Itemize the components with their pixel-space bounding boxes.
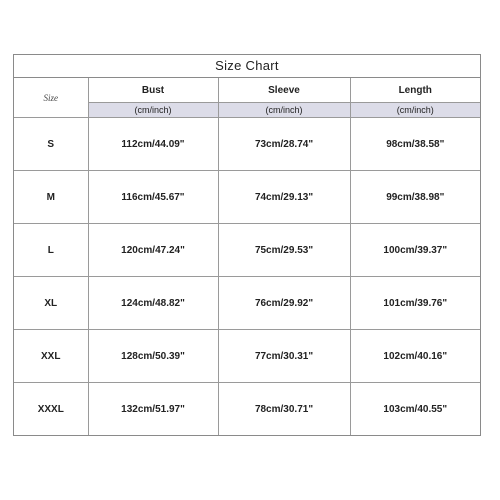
- length-cell: 99cm/38.98": [350, 171, 480, 224]
- size-table: [14, 78, 480, 435]
- bust-cell: 124cm/48.82": [88, 277, 218, 330]
- table-row: [14, 171, 480, 224]
- length-cell: 102cm/40.16": [350, 330, 480, 383]
- bust-cell: 120cm/47.24": [88, 224, 218, 277]
- table-row: [14, 118, 480, 171]
- sleeve-cell: 77cm/30.31": [218, 330, 350, 383]
- size-cell: S: [14, 118, 88, 171]
- sleeve-cell: 75cm/29.53": [218, 224, 350, 277]
- size-cell: XL: [14, 277, 88, 330]
- sleeve-cell: 78cm/30.71": [218, 383, 350, 436]
- bust-cell: 116cm/45.67": [88, 171, 218, 224]
- length-cell: 98cm/38.58": [350, 118, 480, 171]
- size-cell: XXL: [14, 330, 88, 383]
- size-cell: XXXL: [14, 383, 88, 436]
- column-header-bust: Bust: [88, 78, 218, 103]
- length-cell: 101cm/39.76": [350, 277, 480, 330]
- unit-label-bust: (cm/inch): [88, 103, 218, 118]
- sleeve-cell: 73cm/28.74": [218, 118, 350, 171]
- size-chart: [13, 54, 481, 436]
- column-header-sleeve: Sleeve: [218, 78, 350, 103]
- table-row: [14, 224, 480, 277]
- size-cell: L: [14, 224, 88, 277]
- length-cell: 103cm/40.55": [350, 383, 480, 436]
- size-cell: M: [14, 171, 88, 224]
- unit-label-sleeve: (cm/inch): [218, 103, 350, 118]
- size-column-header: Size: [14, 78, 88, 118]
- sleeve-cell: 74cm/29.13": [218, 171, 350, 224]
- unit-label-length: (cm/inch): [350, 103, 480, 118]
- table-row: [14, 277, 480, 330]
- column-header-length: Length: [350, 78, 480, 103]
- table-row: [14, 330, 480, 383]
- bust-cell: 112cm/44.09": [88, 118, 218, 171]
- length-cell: 100cm/39.37": [350, 224, 480, 277]
- sleeve-cell: 76cm/29.92": [218, 277, 350, 330]
- bust-cell: 128cm/50.39": [88, 330, 218, 383]
- chart-title: Size Chart: [14, 55, 480, 78]
- table-row: [14, 383, 480, 436]
- bust-cell: 132cm/51.97": [88, 383, 218, 436]
